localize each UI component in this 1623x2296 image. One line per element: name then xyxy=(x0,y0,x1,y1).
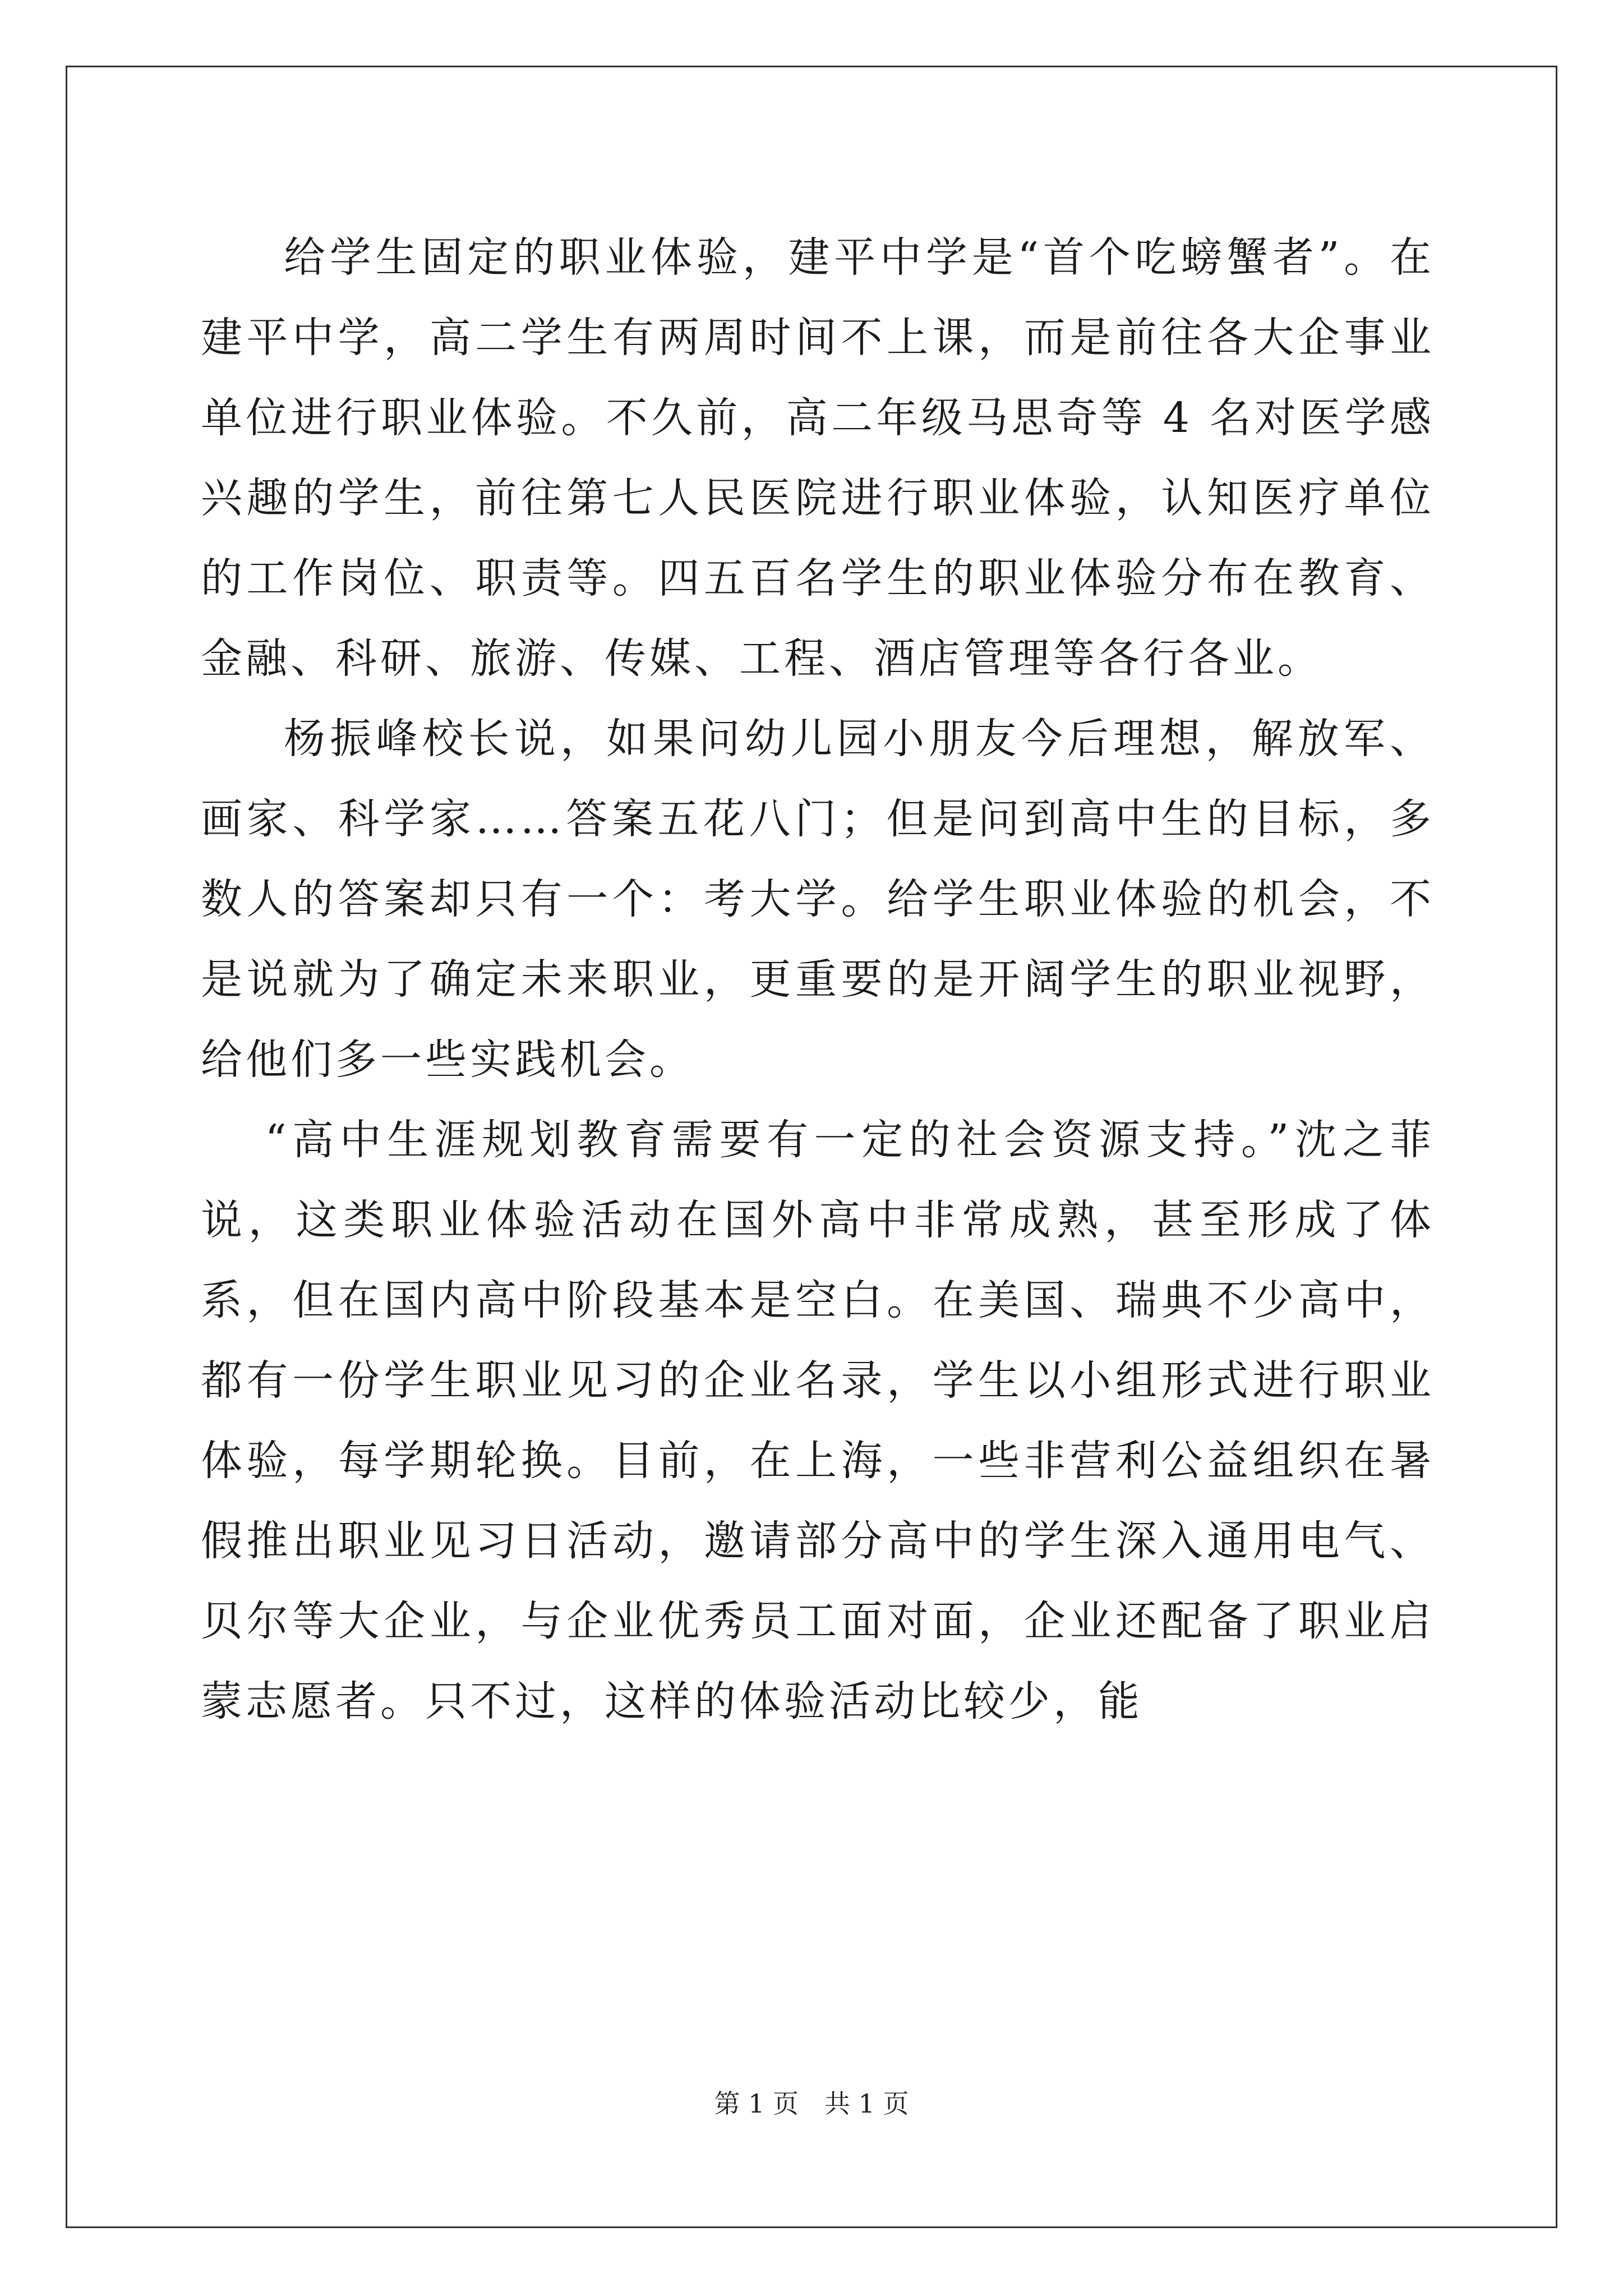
paragraph-3: “高中生涯规划教育需要有一定的社会资源支持。”沈之菲说，这类职业体验活动在国外高中非常成熟，甚至形成了体系，但在国内高中阶段基本是空白。在美国、瑞典不少高中，都有一份学生职业见习的企业名录，学生以小组形式进行职业体验，每学期轮换。目前，在上海，一些非营利公益组织在暑假推出职业见习日活动，邀请部分高中的学生深入通用电气、贝尔等大企业，与企业优秀员工面对面，企业还配备了职业启蒙志愿者。只不过，这样的体验活动比较少，能 xyxy=(201,1116,1435,1726)
page-footer: 第 1 页 共 1 页 xyxy=(714,2088,909,2119)
paragraph-2: 杨振峰校长说，如果问幼儿园小朋友今后理想，解放军、画家、科学家……答案五花八门；但是问到高中生的目标，多数人的答案却只有一个：考大学。给学生职业体验的机会，不是说就为了确定未来职业，更重要的是开阔学生的职业视野，给他们多一些实践机会。 xyxy=(201,715,1435,1084)
paragraph-1: 给学生固定的职业体验，建平中学是“首个吃螃蟹者”。在建平中学，高二学生有两周时间不上课，而是前往各大企事业单位进行职业体验。不久前，高二年级马思奇等 4 名对医学感兴趣的学生，前往第七人民医院进行职业体验，认知医疗单位的工作岗位、职责等。四五百名学生的职业体验分布在教育、金融、科研、旅游、传媒、工程、酒店管理等各行各业。 xyxy=(201,233,1435,683)
document-body xyxy=(201,218,1435,1742)
